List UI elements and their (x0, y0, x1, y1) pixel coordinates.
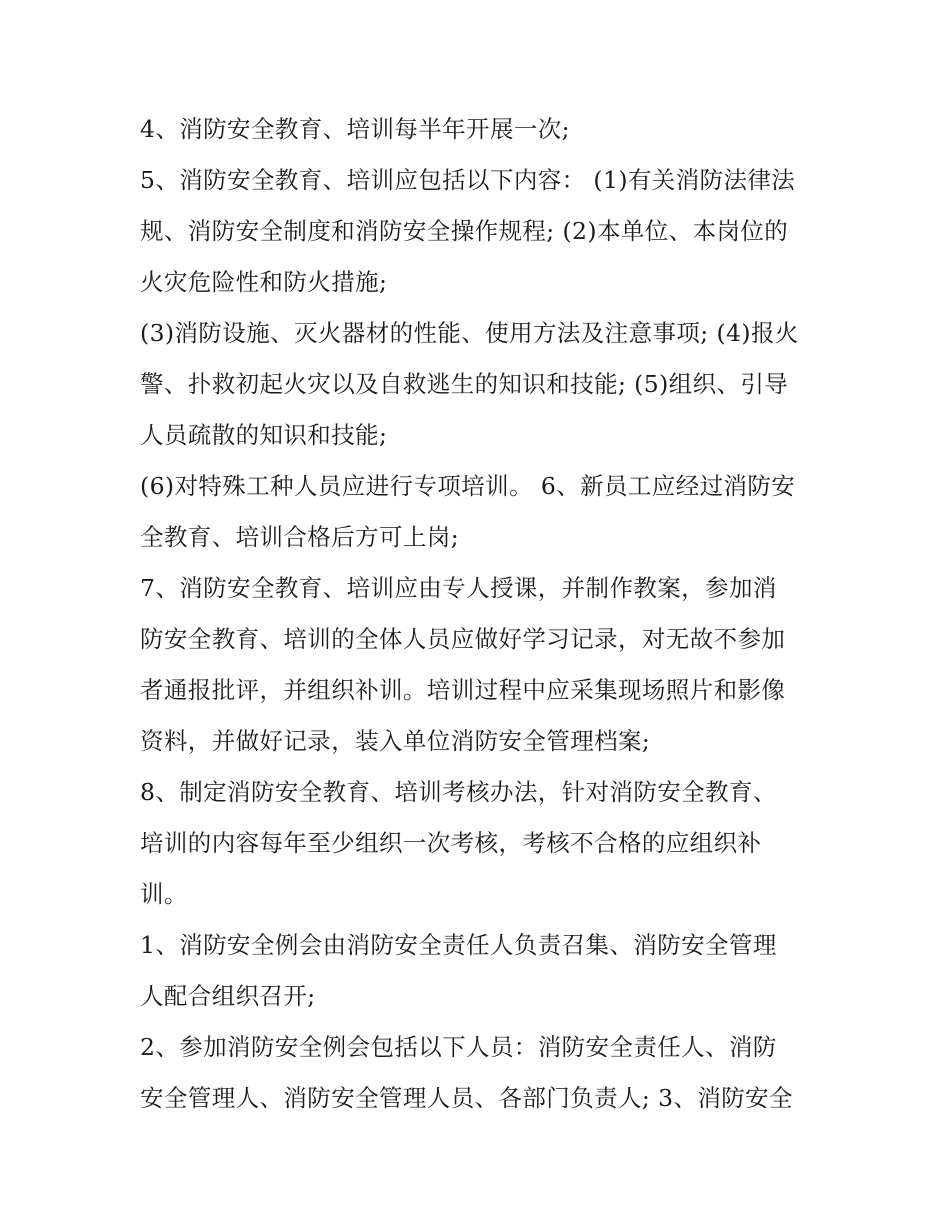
text-line: 8、制定消防安全教育、培训考核办法，针对消防安全教育、 (140, 778, 777, 806)
text-line: 1、消防安全例会由消防安全责任人负责召集、消防安全管理 (140, 931, 777, 959)
text-line: 5、消防安全教育、培训应包括以下内容： (1)有关消防法律法 (140, 166, 796, 194)
paragraph-meeting-1 (140, 920, 816, 1022)
text-line: 火灾危险性和防火措施; (140, 268, 388, 296)
paragraph-meeting-2 (140, 1022, 816, 1124)
text-line: (3)消防设施、灭火器材的性能、使用方法及注意事项; (4)报火 (140, 319, 799, 347)
text-line: (6)对特殊工种人员应进行专项培训。 6、新员工应经过消防安 (140, 472, 796, 500)
paragraph-item-5-part-3 (140, 308, 816, 461)
text-line: 7、消防安全教育、培训应由专人授课，并制作教案，参加消 (140, 574, 777, 602)
document-body (140, 104, 816, 1124)
text-line: 4、消防安全教育、培训每半年开展一次; (140, 115, 570, 143)
text-line: 训。 (140, 880, 188, 908)
text-line: 规、消防安全制度和消防安全操作规程; (2)本单位、本岗位的 (140, 217, 789, 245)
text-line: 2、参加消防安全例会包括以下人员：消防安全责任人、消防 (140, 1033, 777, 1061)
text-line: 培训的内容每年至少组织一次考核，考核不合格的应组织补 (140, 829, 762, 857)
text-line: 防安全教育、培训的全体人员应做好学习记录，对无故不参加 (140, 625, 786, 653)
text-line: 人配合组织召开; (140, 982, 316, 1010)
paragraph-item-4 (140, 104, 816, 155)
text-line: 者通报批评，并组织补训。培训过程中应采集现场照片和影像 (140, 676, 786, 704)
text-line: 安全管理人、消防安全管理人员、各部门负责人; 3、消防安全 (140, 1084, 793, 1112)
paragraph-item-5-part-6 (140, 461, 816, 563)
text-line: 警、扑救初起火灾以及自救逃生的知识和技能; (5)组织、引导 (140, 370, 789, 398)
text-line: 人员疏散的知识和技能; (140, 421, 388, 449)
text-line: 全教育、培训合格后方可上岗; (140, 523, 460, 551)
paragraph-item-7 (140, 563, 816, 767)
paragraph-item-5 (140, 155, 816, 308)
text-line: 资料，并做好记录，装入单位消防安全管理档案; (140, 727, 651, 755)
paragraph-item-8 (140, 767, 816, 920)
